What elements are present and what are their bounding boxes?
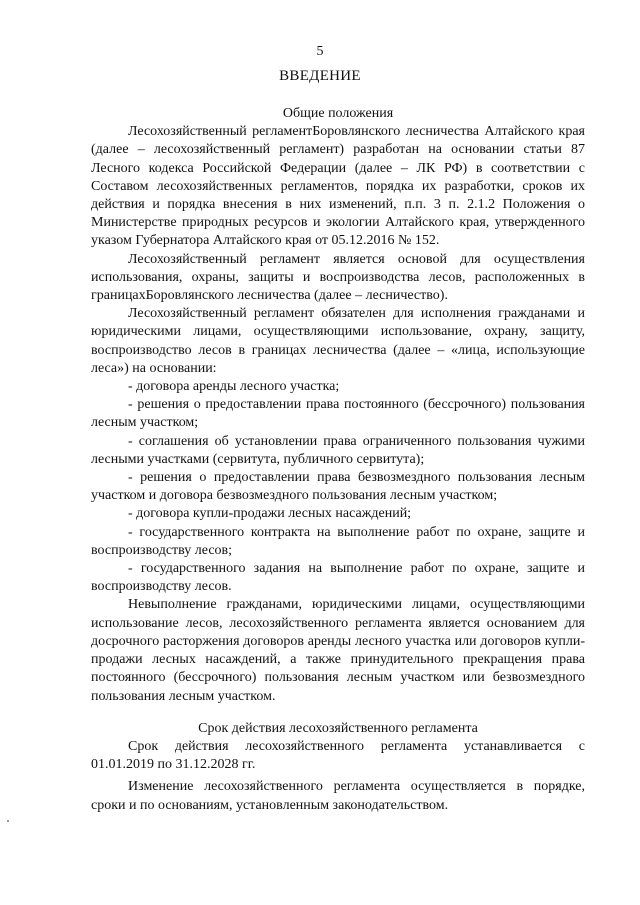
page-number: 5 — [316, 44, 324, 59]
page-title: ВВЕДЕНИЕ — [279, 68, 361, 84]
section-heading-general: Общие положения — [282, 106, 394, 121]
paragraph-purpose: Лесохозяйственный регламент является основой для осуществления использования, охраны, защиты и воспроизводства лесов, расположенных в границахБоровлянского лесничества (далее – лесничество). — [91, 251, 585, 304]
section-spacer — [91, 706, 585, 720]
scan-speck — [7, 820, 9, 822]
list-item: - государственного задания на выполнение работ по охране, защите и воспроизводству лесов. — [91, 561, 585, 595]
list-item: - договора аренды лесного участка; — [128, 379, 340, 395]
list-item: - государственного контракта на выполнение работ по охране, защите и воспроизводству лесов; — [91, 524, 585, 558]
list-item: - договора купли-продажи лесных насаждений; — [128, 506, 412, 522]
document-body — [91, 105, 585, 815]
paragraph-amendments: Изменение лесохозяйственного регламента осуществляется в порядке, сроки и по основаниям, установленным законодательством. — [91, 779, 585, 813]
paragraph-violation: Невыполнение гражданами, юридическими лицами, осуществляющими использование лесов, лесохозяйственного регламента является основанием для досрочного расторжения договоров аренды лесного участка или договоров купли-продажи лесных насаждений, а также принудительного прекращения права постоянного (бессрочного) пользования лесным участком или безвозмездного пользования лесным участком. — [91, 597, 585, 704]
paragraph-obligation: Лесохозяйственный регламент обязателен для исполнения гражданами и юридическими лицами, осуществляющими использование, охрану, защиту, воспроизводство лесов в границах лесничества (далее – «лица, использующие леса») на основании: — [91, 306, 585, 376]
list-item: - соглашения об установлении права ограниченного пользования чужими лесными участками (сервитута, публичного сервитута); — [91, 433, 585, 467]
list-item: - решения о предоставлении права постоянного (бессрочного) пользования лесным участком; — [91, 397, 585, 431]
paragraph-validity-period: Срок действия лесохозяйственного регламента устанавливается с 01.01.2019 по 31.12.2028 гг. — [91, 738, 585, 773]
list-item: - решения о предоставлении права безвозмездного пользования лесным участком и договора безвозмездного пользования лесным участком; — [91, 470, 585, 504]
section-heading-validity: Срок действия лесохозяйственного регламента — [198, 720, 478, 736]
paragraph-basis: Лесохозяйственный регламентБоровлянского лесничества Алтайского края (далее – лесохозяйственный регламент) разработан на основании статьи 87 Лесного кодекса Российской Федерации (далее – ЛК РФ) в соответствии с Составом лесохозяйственных регламентов, порядка их разработки, сроков их действия и порядка внесения в них изменений, п.п. 3 п. 2.1.2 Положения о Министерстве природных ресурсов и экологии Алтайского края, утвержденного указом Губернатора Алтайского края от 05.12.2016 № 152. — [91, 124, 585, 249]
